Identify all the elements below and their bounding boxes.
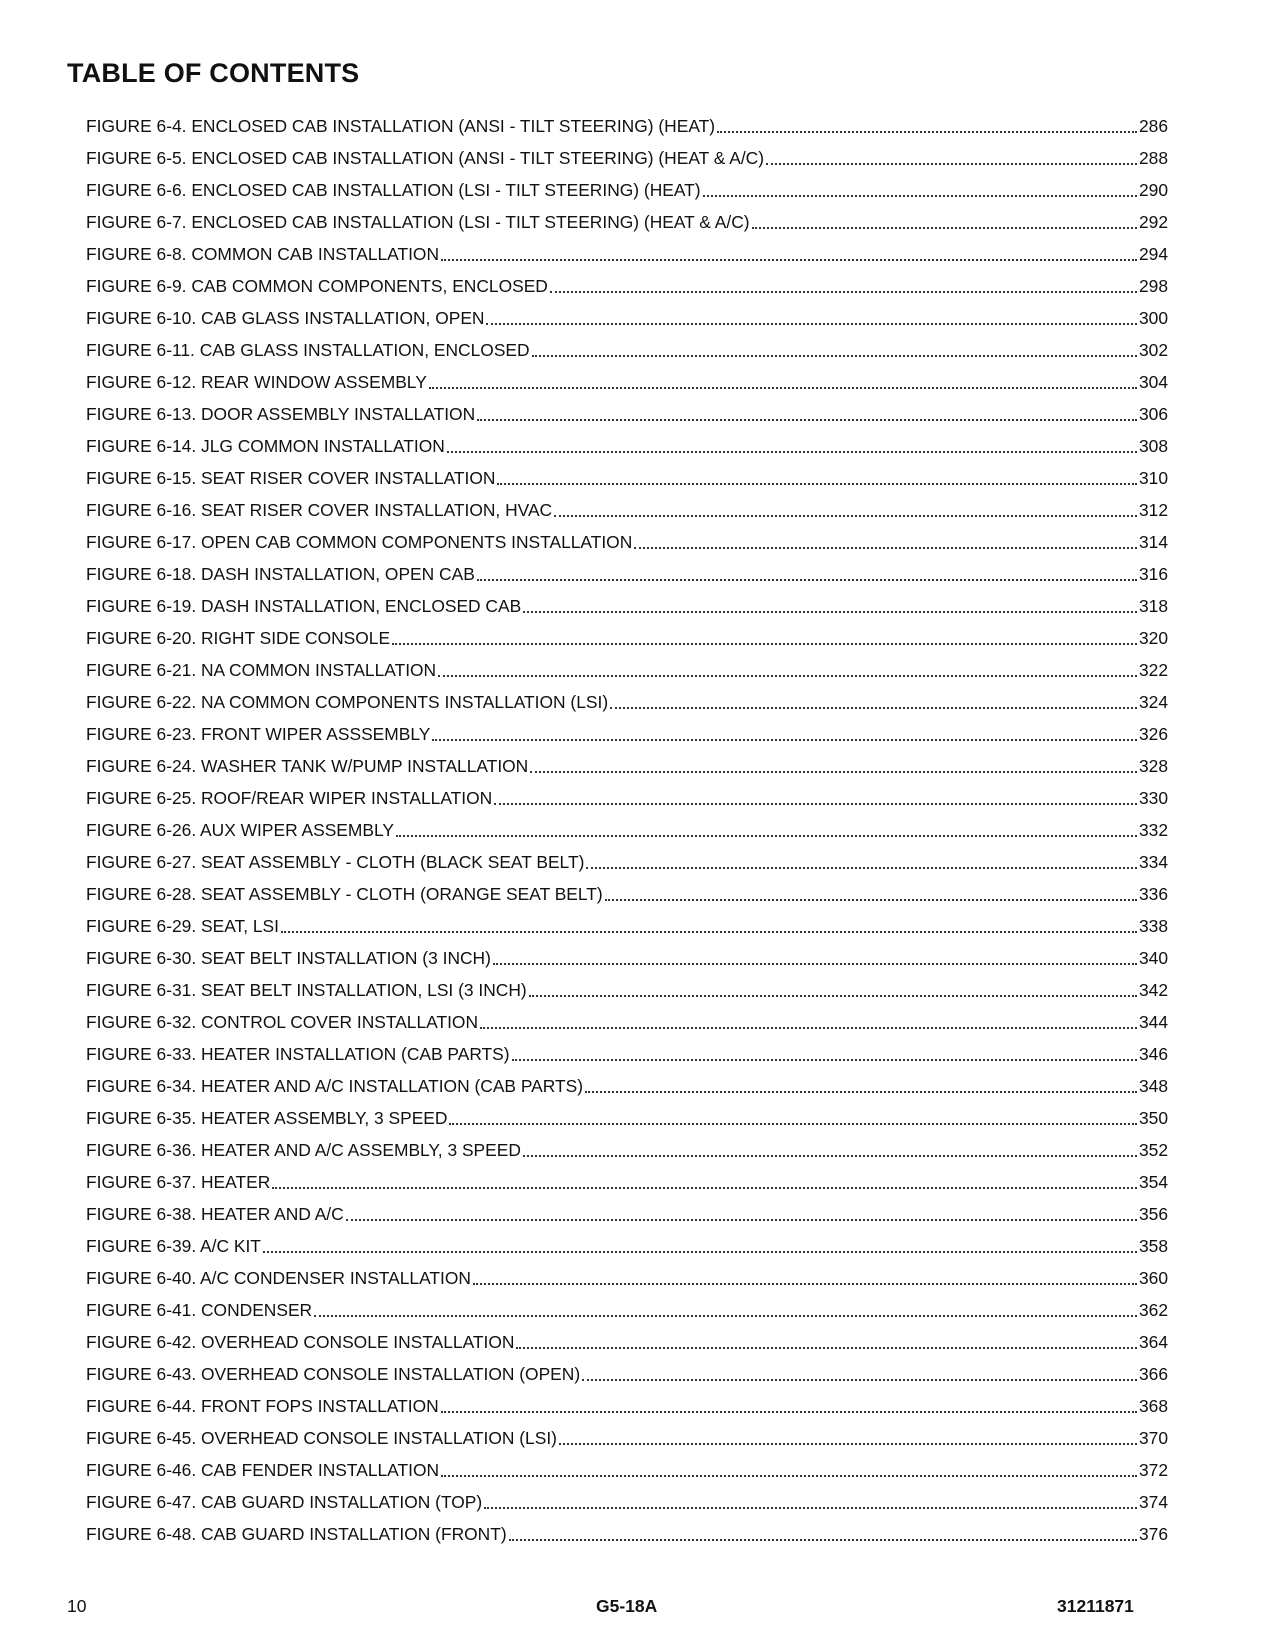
toc-entry-page-number: 362 [1138,1299,1168,1320]
toc-entry-page-number: 316 [1138,563,1168,584]
toc-entry[interactable] [86,686,1168,718]
toc-entry[interactable] [86,1230,1168,1262]
toc-dot-leader [717,131,1137,133]
toc-dot-leader [477,579,1137,581]
toc-dot-leader [429,387,1137,389]
toc-entry[interactable] [86,814,1168,846]
toc-entry-title: FIGURE 6-47. CAB GUARD INSTALLATION (TOP) [86,1491,483,1512]
toc-entry-page-number: 292 [1138,211,1168,232]
toc-entry-page-number: 306 [1138,403,1168,424]
toc-entry[interactable] [86,174,1168,206]
toc-entry[interactable] [86,1294,1168,1326]
toc-entry[interactable] [86,1390,1168,1422]
toc-entry-title: FIGURE 6-38. HEATER AND A/C [86,1203,344,1224]
toc-entry-page-number: 332 [1138,819,1168,840]
toc-dot-leader [605,899,1137,901]
toc-entry-page-number: 360 [1138,1267,1168,1288]
toc-entry-page-number: 330 [1138,787,1168,808]
toc-dot-leader [582,1379,1137,1381]
toc-entry-page-number: 338 [1138,915,1168,936]
toc-dot-leader [281,931,1137,933]
toc-entry-page-number: 288 [1138,147,1168,168]
toc-dot-leader [494,803,1137,805]
toc-entry[interactable] [86,1358,1168,1390]
toc-entry-title: FIGURE 6-23. FRONT WIPER ASSSEMBLY [86,723,431,744]
toc-entry-page-number: 348 [1138,1075,1168,1096]
toc-entry-title: FIGURE 6-9. CAB COMMON COMPONENTS, ENCLOSED [86,275,548,296]
toc-entry-title: FIGURE 6-8. COMMON CAB INSTALLATION [86,243,440,264]
toc-entry-page-number: 328 [1138,755,1168,776]
footer-model: G5-18A [596,1596,658,1616]
toc-entry[interactable] [86,110,1168,142]
toc-dot-leader [263,1251,1137,1253]
toc-entry-page-number: 344 [1138,1011,1168,1032]
toc-dot-leader [272,1187,1137,1189]
toc-dot-leader [493,963,1137,965]
toc-dot-leader [480,1027,1137,1029]
toc-entry[interactable] [86,782,1168,814]
toc-dot-leader [432,739,1137,741]
toc-entry-page-number: 342 [1138,979,1168,1000]
toc-dot-leader [509,1539,1137,1541]
toc-entry-title: FIGURE 6-34. HEATER AND A/C INSTALLATION (CAB PARTS) [86,1075,584,1096]
toc-entry-title: FIGURE 6-46. CAB FENDER INSTALLATION [86,1459,440,1480]
toc-entry-page-number: 302 [1138,339,1168,360]
page-footer [0,1596,1275,1620]
toc-dot-leader [486,323,1137,325]
toc-entry-page-number: 312 [1138,499,1168,520]
toc-entry-page-number: 320 [1138,627,1168,648]
toc-dot-leader [586,867,1137,869]
toc-dot-leader [523,1155,1137,1157]
toc-entry[interactable] [86,462,1168,494]
toc-entry-page-number: 298 [1138,275,1168,296]
toc-entry[interactable] [86,1326,1168,1358]
toc-entry-page-number: 356 [1138,1203,1168,1224]
toc-entry-title: FIGURE 6-4. ENCLOSED CAB INSTALLATION (ANSI - TILT STEERING) (HEAT) [86,115,716,136]
toc-entry[interactable] [86,1102,1168,1134]
toc-dot-leader [766,163,1137,165]
toc-entry-title: FIGURE 6-32. CONTROL COVER INSTALLATION [86,1011,479,1032]
toc-entry-title: FIGURE 6-48. CAB GUARD INSTALLATION (FRONT) [86,1523,507,1544]
toc-entry-page-number: 318 [1138,595,1168,616]
toc-entry-title: FIGURE 6-5. ENCLOSED CAB INSTALLATION (ANSI - TILT STEERING) (HEAT & A/C) [86,147,765,168]
toc-dot-leader [554,515,1137,517]
toc-entry-page-number: 336 [1138,883,1168,904]
toc-entry-page-number: 370 [1138,1427,1168,1448]
toc-entry[interactable] [86,654,1168,686]
toc-entry-page-number: 340 [1138,947,1168,968]
toc-dot-leader [484,1507,1137,1509]
toc-entry-title: FIGURE 6-45. OVERHEAD CONSOLE INSTALLATION (LSI) [86,1427,557,1448]
toc-entry[interactable] [86,270,1168,302]
toc-dot-leader [441,1411,1137,1413]
toc-entry-page-number: 310 [1138,467,1168,488]
toc-dot-leader [473,1283,1137,1285]
toc-dot-leader [438,675,1137,677]
toc-dot-leader [441,259,1137,261]
toc-entry-page-number: 322 [1138,659,1168,680]
toc-dot-leader [314,1315,1137,1317]
toc-dot-leader [441,1475,1137,1477]
toc-entry-title: FIGURE 6-7. ENCLOSED CAB INSTALLATION (LSI - TILT STEERING) (HEAT & A/C) [86,211,750,232]
toc-entry-title: FIGURE 6-39. A/C KIT [86,1235,261,1256]
toc-entry-page-number: 324 [1138,691,1168,712]
toc-dot-leader [396,835,1137,837]
toc-entry-page-number: 304 [1138,371,1168,392]
toc-entry-page-number: 364 [1138,1331,1168,1352]
toc-entry-title: FIGURE 6-17. OPEN CAB COMMON COMPONENTS INSTALLATION [86,531,633,552]
toc-entry[interactable] [86,910,1168,942]
toc-entry-title: FIGURE 6-35. HEATER ASSEMBLY, 3 SPEED [86,1107,448,1128]
toc-entry-title: FIGURE 6-20. RIGHT SIDE CONSOLE [86,627,391,648]
toc-entry-title: FIGURE 6-26. AUX WIPER ASSEMBLY [86,819,394,840]
toc-entry-page-number: 346 [1138,1043,1168,1064]
toc-entry-title: FIGURE 6-12. REAR WINDOW ASSEMBLY [86,371,427,392]
toc-entry[interactable] [86,718,1168,750]
toc-entry-page-number: 366 [1138,1363,1168,1384]
toc-entry[interactable] [86,622,1168,654]
toc-entry-title: FIGURE 6-41. CONDENSER [86,1299,313,1320]
toc-entry-title: FIGURE 6-19. DASH INSTALLATION, ENCLOSED CAB [86,595,522,616]
toc-entry[interactable] [86,526,1168,558]
toc-entry[interactable] [86,846,1168,878]
toc-entry-title: FIGURE 6-42. OVERHEAD CONSOLE INSTALLATION [86,1331,515,1352]
toc-dot-leader [516,1347,1137,1349]
toc-entry-page-number: 334 [1138,851,1168,872]
toc-entry[interactable] [86,1070,1168,1102]
toc-entry[interactable] [86,1166,1168,1198]
toc-dot-leader [634,547,1137,549]
toc-entry-title: FIGURE 6-37. HEATER [86,1171,271,1192]
toc-entry-page-number: 352 [1138,1139,1168,1160]
toc-entry-page-number: 376 [1138,1523,1168,1544]
toc-entry-title: FIGURE 6-43. OVERHEAD CONSOLE INSTALLATION (OPEN) [86,1363,581,1384]
toc-dot-leader [529,995,1137,997]
toc-entry-page-number: 308 [1138,435,1168,456]
toc-entry[interactable] [86,1038,1168,1070]
toc-entry[interactable] [86,878,1168,910]
toc-entry-title: FIGURE 6-6. ENCLOSED CAB INSTALLATION (LSI - TILT STEERING) (HEAT) [86,179,701,200]
toc-entry-title: FIGURE 6-22. NA COMMON COMPONENTS INSTALLATION (LSI) [86,691,609,712]
toc-entry[interactable] [86,974,1168,1006]
toc-entry-page-number: 350 [1138,1107,1168,1128]
toc-entry[interactable] [86,1198,1168,1230]
toc-dot-leader [477,419,1137,421]
page-title: TABLE OF CONTENTS [67,58,360,88]
toc-entry[interactable] [86,1262,1168,1294]
toc-dot-leader [392,643,1137,645]
toc-entry-title: FIGURE 6-30. SEAT BELT INSTALLATION (3 INCH) [86,947,491,968]
footer-part-number: 31211871 [1057,1596,1134,1616]
toc-entry-title: FIGURE 6-27. SEAT ASSEMBLY - CLOTH (BLACK SEAT BELT) [86,851,585,872]
toc-entry-page-number: 372 [1138,1459,1168,1480]
toc-entry-title: FIGURE 6-14. JLG COMMON INSTALLATION [86,435,445,456]
toc-entry-title: FIGURE 6-18. DASH INSTALLATION, OPEN CAB [86,563,475,584]
toc-entry[interactable] [86,1518,1168,1550]
toc-entry-page-number: 358 [1138,1235,1168,1256]
toc-dot-leader [532,355,1137,357]
toc-entry[interactable] [86,238,1168,270]
toc-entry[interactable] [86,750,1168,782]
toc-entry[interactable] [86,398,1168,430]
toc-entry-title: FIGURE 6-11. CAB GLASS INSTALLATION, ENCLOSED [86,339,530,360]
toc-entry-title: FIGURE 6-40. A/C CONDENSER INSTALLATION [86,1267,471,1288]
toc-dot-leader [752,227,1137,229]
toc-entry-title: FIGURE 6-44. FRONT FOPS INSTALLATION [86,1395,439,1416]
toc-dot-leader [530,771,1137,773]
toc-entry[interactable] [86,206,1168,238]
toc-entry[interactable] [86,1006,1168,1038]
toc-dot-leader [585,1091,1137,1093]
toc-entry[interactable] [86,590,1168,622]
toc-entry-title: FIGURE 6-28. SEAT ASSEMBLY - CLOTH (ORANGE SEAT BELT) [86,883,603,904]
toc-entry[interactable] [86,430,1168,462]
toc-entry-page-number: 286 [1138,115,1168,136]
toc-entry-page-number: 368 [1138,1395,1168,1416]
toc-entry[interactable] [86,334,1168,366]
toc-entry[interactable] [86,1454,1168,1486]
toc-entry[interactable] [86,1422,1168,1454]
toc-dot-leader [497,483,1137,485]
toc-entry-title: FIGURE 6-13. DOOR ASSEMBLY INSTALLATION [86,403,476,424]
toc-dot-leader [610,707,1137,709]
toc-entry-title: FIGURE 6-33. HEATER INSTALLATION (CAB PARTS) [86,1043,510,1064]
toc-dot-leader [512,1059,1137,1061]
toc-dot-leader [447,451,1137,453]
toc-entry[interactable] [86,942,1168,974]
toc-entry-page-number: 300 [1138,307,1168,328]
toc-entry[interactable] [86,366,1168,398]
toc-entry-title: FIGURE 6-25. ROOF/REAR WIPER INSTALLATION [86,787,493,808]
toc-dot-leader [346,1219,1137,1221]
footer-page-number: 10 [67,1596,87,1616]
toc-entry[interactable] [86,494,1168,526]
toc-entry-page-number: 326 [1138,723,1168,744]
toc-entry-title: FIGURE 6-21. NA COMMON INSTALLATION [86,659,437,680]
toc-dot-leader [559,1443,1137,1445]
toc-entry-title: FIGURE 6-16. SEAT RISER COVER INSTALLATION, HVAC [86,499,553,520]
toc-list [86,110,1168,1550]
toc-entry[interactable] [86,142,1168,174]
toc-entry-page-number: 354 [1138,1171,1168,1192]
toc-dot-leader [449,1123,1137,1125]
toc-entry[interactable] [86,558,1168,590]
toc-entry[interactable] [86,1134,1168,1166]
toc-dot-leader [523,611,1137,613]
toc-entry-title: FIGURE 6-31. SEAT BELT INSTALLATION, LSI (3 INCH) [86,979,527,1000]
toc-entry-title: FIGURE 6-36. HEATER AND A/C ASSEMBLY, 3 SPEED [86,1139,521,1160]
toc-entry-page-number: 290 [1138,179,1168,200]
toc-entry-page-number: 294 [1138,243,1168,264]
toc-entry[interactable] [86,302,1168,334]
toc-entry-title: FIGURE 6-10. CAB GLASS INSTALLATION, OPEN [86,307,485,328]
toc-entry-page-number: 374 [1138,1491,1168,1512]
toc-dot-leader [550,291,1137,293]
toc-entry-page-number: 314 [1138,531,1168,552]
toc-entry-title: FIGURE 6-15. SEAT RISER COVER INSTALLATION [86,467,496,488]
toc-dot-leader [703,195,1137,197]
toc-entry[interactable] [86,1486,1168,1518]
toc-entry-title: FIGURE 6-29. SEAT, LSI [86,915,279,936]
toc-entry-title: FIGURE 6-24. WASHER TANK W/PUMP INSTALLATION [86,755,529,776]
